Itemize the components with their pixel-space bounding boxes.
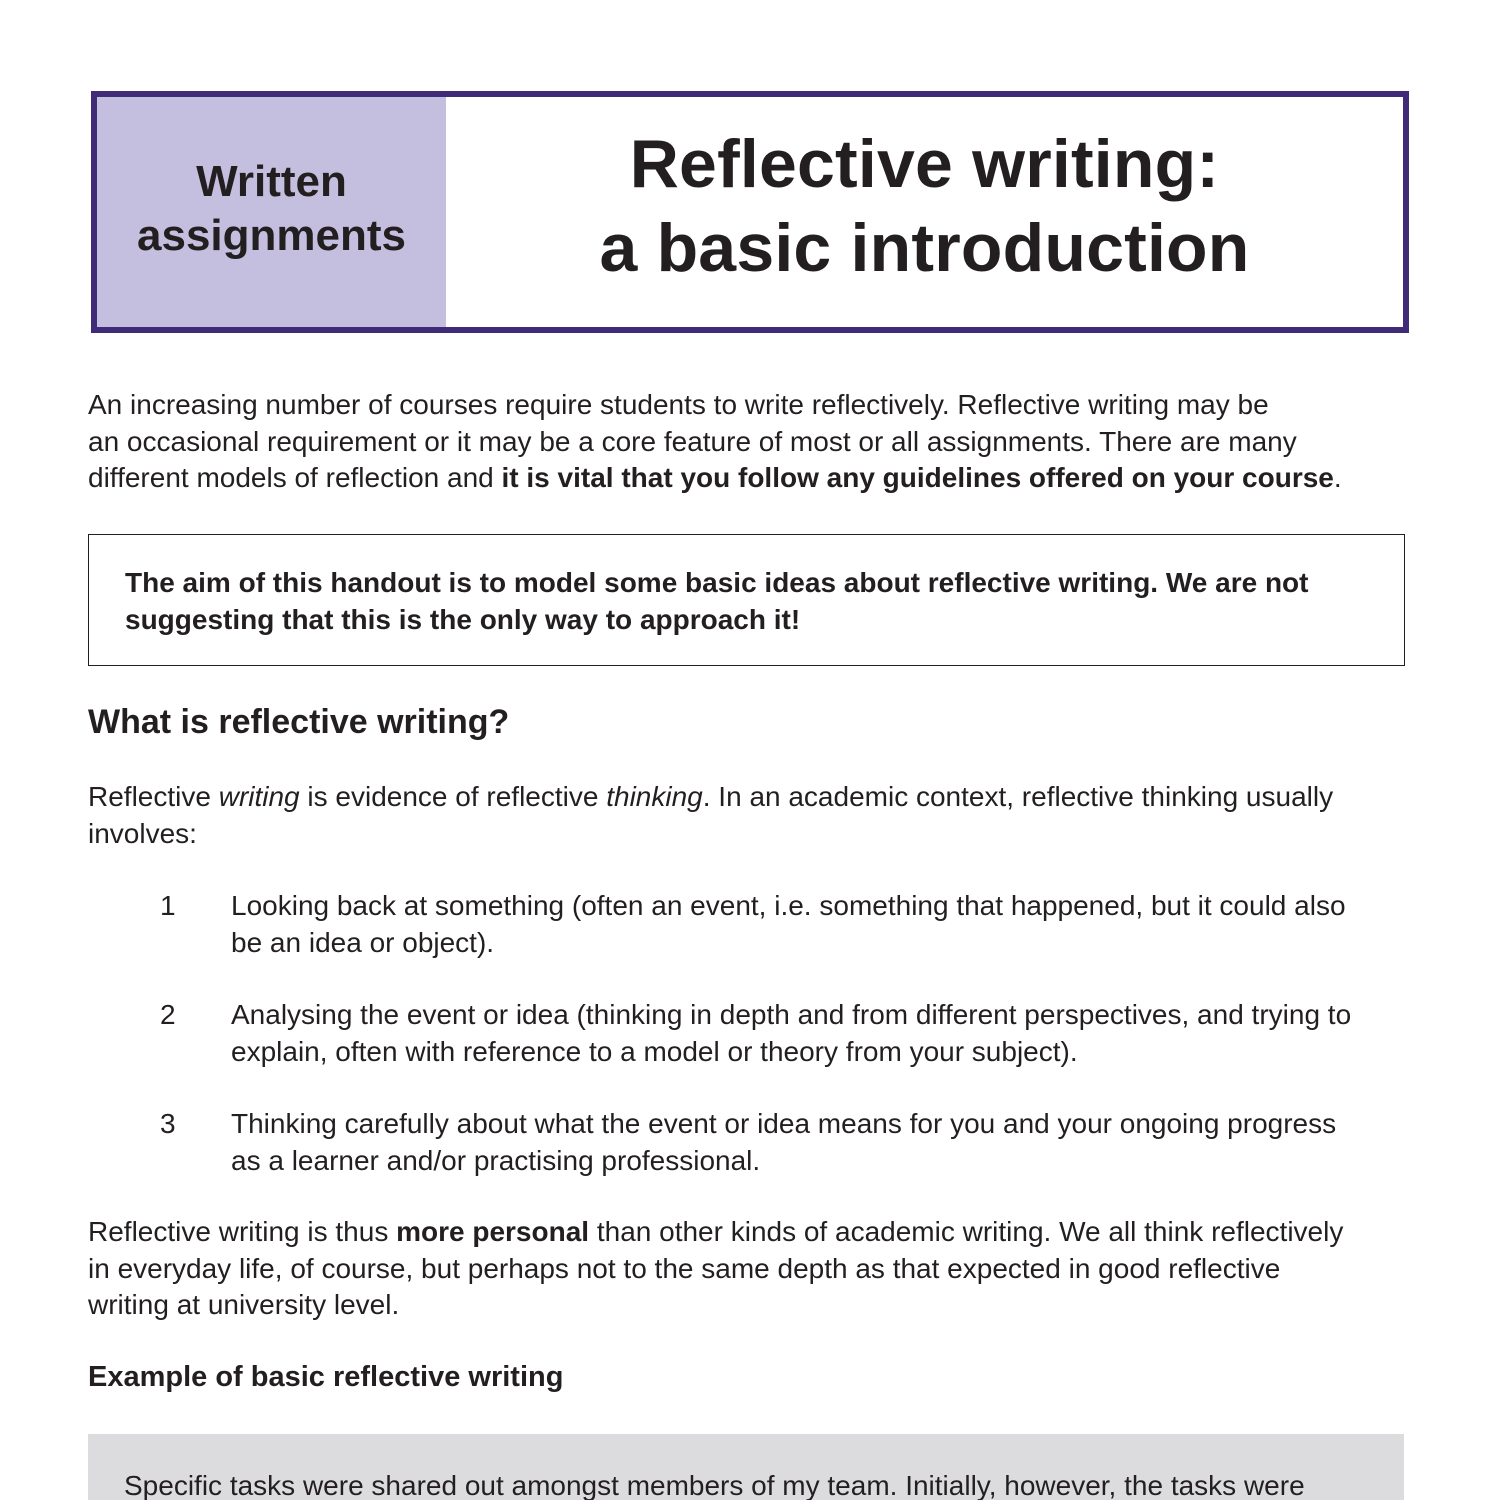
- aim-line-2: suggesting that this is the only way to approach it!: [125, 603, 801, 635]
- summary-paragraph: [88, 1214, 1418, 1324]
- summary-part-1: Reflective writing is thus: [88, 1216, 397, 1247]
- title-panel: [446, 97, 1403, 327]
- list-line: Thinking carefully about what the event or idea means for you and your ongoing progress: [231, 1108, 1337, 1139]
- section-heading: What is reflective writing?: [88, 703, 510, 741]
- list-text: [231, 1106, 1421, 1179]
- page-title-line-2: a basic introduction: [599, 210, 1250, 286]
- summary-line-1: [88, 1214, 1418, 1251]
- aim-callout-box: [88, 534, 1405, 666]
- definition-writing-italic: writing: [218, 781, 300, 812]
- intro-line-3: [88, 460, 1418, 497]
- definition-part-3: is evidence of reflective: [299, 781, 607, 812]
- intro-line-1: An increasing number of courses require students to write reflectively. Reflective writing may be: [88, 389, 1269, 420]
- summary-emphasis: more personal: [396, 1216, 590, 1247]
- list-number: 1: [160, 890, 176, 921]
- example-box: [88, 1434, 1404, 1500]
- list-line: explain, often with reference to a model or theory from your subject).: [231, 1035, 1078, 1067]
- intro-paragraph: [88, 387, 1418, 497]
- definition-paragraph: [88, 779, 1418, 852]
- list-number: 2: [160, 999, 176, 1030]
- section-label-panel: [97, 97, 446, 327]
- section-label: Written assignments: [137, 157, 406, 260]
- list-line: as a learner and/or practising professional.: [231, 1144, 761, 1176]
- summary-line-2: in everyday life, of course, but perhaps not to the same depth as that expected in good reflective: [88, 1252, 1281, 1284]
- list-text: [231, 997, 1421, 1070]
- summary-line-3: writing at university level.: [88, 1289, 400, 1320]
- aim-line-1: The aim of this handout is to model some basic ideas about reflective writing. We are not: [125, 567, 1309, 598]
- header-banner: [91, 91, 1409, 333]
- definition-part-1: Reflective: [88, 781, 219, 812]
- page-title: [599, 122, 1249, 290]
- summary-part-3: than other kinds of academic writing. We all think reflectively: [589, 1216, 1344, 1247]
- page-title-line-1: Reflective writing:: [629, 126, 1220, 202]
- example-heading: Example of basic reflective writing: [88, 1361, 564, 1393]
- intro-line-3-plain: different models of reflection and: [88, 462, 502, 493]
- list-line: be an idea or object).: [231, 926, 495, 958]
- definition-line-2: involves:: [88, 817, 197, 849]
- intro-line-3-end: .: [1333, 462, 1342, 493]
- intro-line-2: an occasional requirement or it may be a core feature of most or all assignments. There are many: [88, 425, 1297, 457]
- definition-line-1: [88, 779, 1418, 816]
- list-line: Analysing the event or idea (thinking in depth and from different perspectives, and trying to: [231, 999, 1352, 1030]
- list-number: 3: [160, 1108, 176, 1139]
- list-line: Looking back at something (often an event, i.e. something that happened, but it could also: [231, 890, 1346, 921]
- definition-thinking-italic: thinking: [606, 781, 703, 812]
- definition-part-5: . In an academic context, reflective thinking usually: [702, 781, 1334, 812]
- list-text: [231, 888, 1421, 961]
- example-text: Specific tasks were shared out amongst members of my team. Initially, however, the tasks were: [124, 1470, 1305, 1500]
- intro-emphasis: it is vital that you follow any guidelines offered on your course: [501, 462, 1334, 493]
